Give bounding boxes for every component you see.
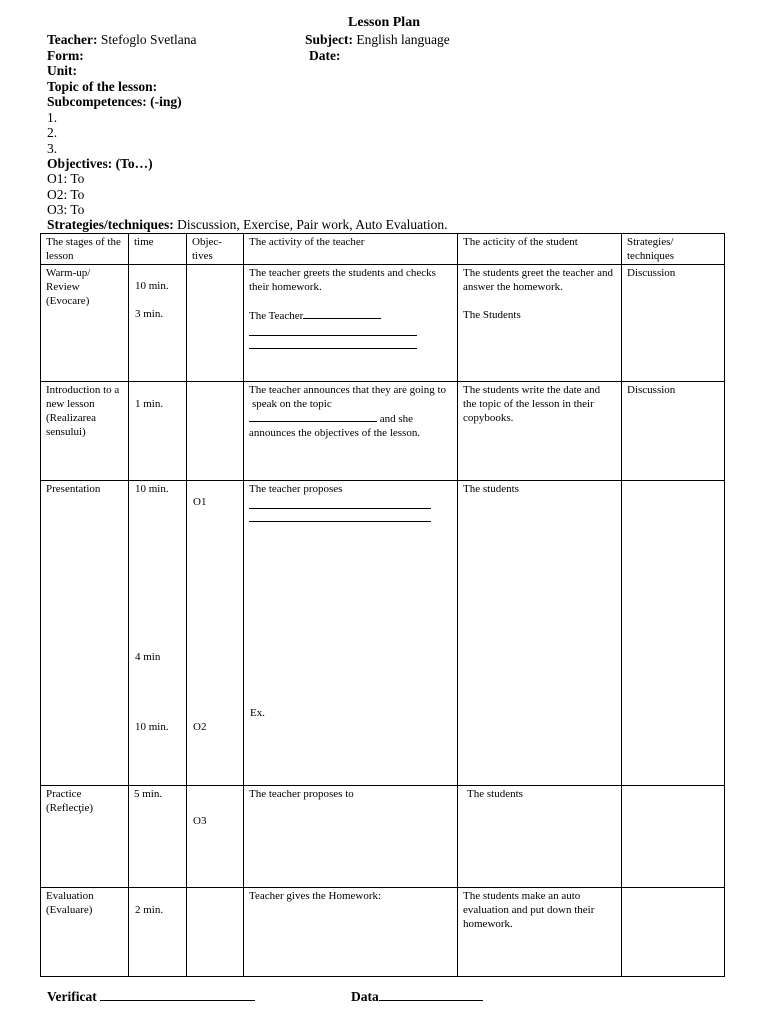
teacher-text: Ex. bbox=[250, 707, 265, 719]
teacher-line bbox=[249, 308, 452, 323]
date-line bbox=[309, 48, 340, 64]
stage-cell: Introduction to a new lesson (Realizarea sensului) bbox=[41, 382, 129, 481]
teacher-text: and she announces the objectives of the lesson. bbox=[249, 413, 421, 439]
header-strategies: Strategies/ techniques bbox=[622, 234, 725, 265]
student-text: The Students bbox=[463, 309, 521, 321]
teacher-label: Teacher: bbox=[47, 32, 98, 47]
objectives-label: Objectives: (To…) bbox=[47, 156, 153, 171]
objective-value: O2 bbox=[193, 721, 207, 733]
header-time: time bbox=[129, 234, 187, 265]
objectives-cell bbox=[187, 382, 244, 481]
objectives-cell bbox=[187, 786, 244, 888]
objectives-cell bbox=[187, 481, 244, 786]
strategies-value: Discussion, Exercise, Pair work, Auto Evaluation. bbox=[177, 217, 448, 232]
time-cell bbox=[129, 888, 187, 977]
time-cell bbox=[129, 382, 187, 481]
teacher-cell bbox=[244, 265, 458, 382]
subject-label: Subject: bbox=[305, 32, 353, 47]
strategy-cell bbox=[622, 481, 725, 786]
time-value: 10 min. bbox=[135, 280, 169, 292]
strategies-label: Strategies/techniques: bbox=[47, 217, 174, 232]
student-text: The students greet the teacher and answer the homework. bbox=[463, 267, 613, 293]
time-cell bbox=[129, 481, 187, 786]
fill-blank bbox=[249, 496, 431, 509]
teacher-cell bbox=[244, 382, 458, 481]
teacher-line bbox=[249, 411, 452, 440]
date-blank bbox=[379, 988, 483, 1001]
header-objectives: Objec-tives bbox=[187, 234, 244, 265]
verified-label: Verificat bbox=[47, 989, 97, 1004]
fill-blank bbox=[249, 323, 417, 336]
time-value: 2 min. bbox=[135, 904, 164, 916]
objective-value: O3 bbox=[193, 815, 207, 827]
student-text: The students bbox=[467, 788, 523, 800]
time-cell: 5 min. bbox=[129, 786, 187, 888]
strategy-cell bbox=[622, 786, 725, 888]
verified-line bbox=[47, 988, 255, 1005]
strategy-cell: Discussion bbox=[622, 265, 725, 382]
time-value: 10 min. bbox=[135, 721, 169, 733]
objective-value: O1 bbox=[193, 496, 207, 508]
objectives-cell bbox=[187, 888, 244, 977]
lesson-table bbox=[40, 233, 725, 977]
teacher-text: The teacher proposes bbox=[249, 483, 343, 495]
time-cell bbox=[129, 265, 187, 382]
student-cell bbox=[458, 786, 622, 888]
stage-cell: Evaluation (Evaluare) bbox=[41, 888, 129, 977]
teacher-cell: The teacher proposes to bbox=[244, 786, 458, 888]
signature-blank bbox=[100, 988, 255, 1001]
subcompetence-item: 1. bbox=[47, 110, 58, 125]
page-title: Lesson Plan bbox=[348, 15, 420, 30]
stage-cell: Warm-up/ Review (Evocare) bbox=[41, 265, 129, 382]
form-label: Form: bbox=[47, 48, 84, 63]
subject-value: English language bbox=[356, 32, 450, 47]
subcompetence-item: 3. bbox=[47, 141, 58, 156]
table-row-practice bbox=[41, 786, 725, 888]
fill-blank bbox=[249, 509, 431, 522]
subcompetences-label: Subcompetences: (-ing) bbox=[47, 94, 182, 109]
subject-line bbox=[305, 32, 450, 48]
teacher-text: The Teacher bbox=[249, 310, 304, 322]
time-value: 3 min. bbox=[135, 308, 164, 320]
teacher-text: The teacher announces that they are going to bbox=[249, 384, 447, 396]
table-row-evaluation bbox=[41, 888, 725, 977]
header-student: The acticity of the student bbox=[458, 234, 622, 265]
fill-blank bbox=[303, 308, 381, 319]
time-value: 1 min. bbox=[135, 398, 164, 410]
teacher-text: speak on the topic bbox=[252, 398, 332, 410]
time-value: 4 min bbox=[135, 651, 161, 663]
teacher-value: Stefoglo Svetlana bbox=[100, 32, 197, 47]
footer-date-label: Data bbox=[351, 989, 379, 1004]
footer-date-line bbox=[351, 988, 483, 1005]
fill-blank bbox=[249, 411, 377, 422]
table-row-presentation bbox=[41, 481, 725, 786]
objective-item: O3: To bbox=[47, 202, 85, 217]
stage-cell: Practice (Reflecţie) bbox=[41, 786, 129, 888]
teacher-text: The teacher greets the students and checks their homework. bbox=[249, 267, 436, 293]
topic-line bbox=[47, 79, 157, 95]
teacher-cell bbox=[244, 481, 458, 786]
header-stages: The stages of the lesson bbox=[41, 234, 129, 265]
unit-label: Unit: bbox=[47, 63, 77, 78]
unit-line bbox=[47, 63, 77, 79]
strategy-cell bbox=[622, 888, 725, 977]
teacher-line bbox=[47, 32, 196, 48]
fill-blank bbox=[249, 336, 417, 349]
header-teacher: The activity of the teacher bbox=[244, 234, 458, 265]
table-header-row bbox=[41, 234, 725, 265]
subcompetences-line bbox=[47, 94, 182, 110]
student-cell: The students bbox=[458, 481, 622, 786]
subcompetence-item: 2. bbox=[47, 125, 58, 140]
table-row-warmup bbox=[41, 265, 725, 382]
table-row-intro bbox=[41, 382, 725, 481]
student-cell: The students write the date and the topic of the lesson in their copybooks. bbox=[458, 382, 622, 481]
objective-item: O2: To bbox=[47, 187, 85, 202]
time-value: 10 min. bbox=[135, 483, 169, 495]
objective-item: O1: To bbox=[47, 171, 85, 186]
topic-label: Topic of the lesson: bbox=[47, 79, 158, 94]
objectives-cell bbox=[187, 265, 244, 382]
student-cell: The students make an auto evaluation and put down their homework. bbox=[458, 888, 622, 977]
strategies-line bbox=[47, 217, 447, 233]
strategy-cell: Discussion bbox=[622, 382, 725, 481]
student-cell bbox=[458, 265, 622, 382]
stage-cell: Presentation bbox=[41, 481, 129, 786]
form-line bbox=[47, 48, 84, 64]
teacher-cell: Teacher gives the Homework: bbox=[244, 888, 458, 977]
date-label: Date: bbox=[309, 48, 341, 63]
objectives-line bbox=[47, 156, 153, 172]
